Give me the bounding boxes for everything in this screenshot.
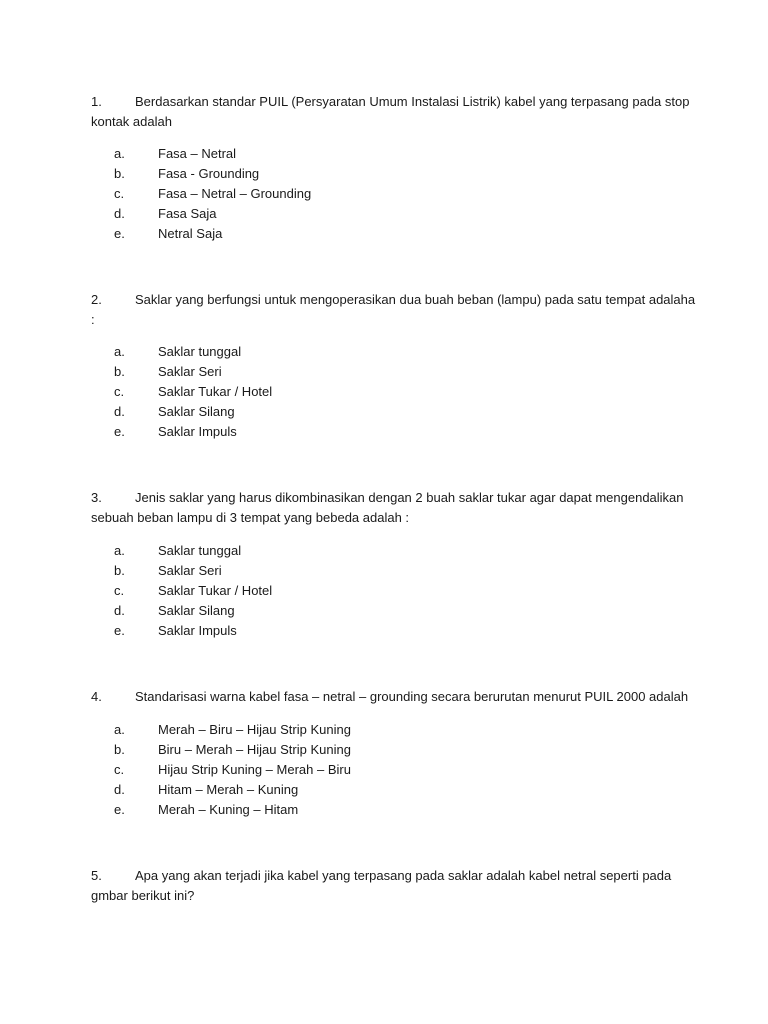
question-4 xyxy=(91,687,691,707)
option-c[interactable]: c. Hijau Strip Kuning – Merah – Biru xyxy=(114,762,351,777)
answer-options-2 xyxy=(114,342,514,442)
option-c[interactable]: c. Saklar Tukar / Hotel xyxy=(114,384,273,399)
question-text: Jenis saklar yang harus dikombinasikan dengan 2 buah saklar tukar agar dapat mengendalikan xyxy=(135,490,684,505)
question-2 xyxy=(91,290,696,330)
question-text-continued: sebuah beban lampu di 3 tempat yang bebeda adalah : xyxy=(91,510,410,525)
option-d[interactable]: d. Hitam – Merah – Kuning xyxy=(114,782,299,797)
option-a[interactable]: a. Saklar tunggal xyxy=(114,543,242,558)
option-e[interactable]: e. Saklar Impuls xyxy=(114,424,237,439)
question-text-continued: kontak adalah xyxy=(91,114,172,129)
option-a[interactable]: a. Fasa – Netral xyxy=(114,146,237,161)
answer-options-4 xyxy=(114,720,514,820)
question-text: Saklar yang berfungsi untuk mengoperasikan dua buah beban (lampu) pada satu tempat adalaha xyxy=(135,292,696,307)
option-d[interactable]: d. Saklar Silang xyxy=(114,603,235,618)
question-number: 3. xyxy=(91,490,102,505)
option-d[interactable]: d. Fasa Saja xyxy=(114,206,217,221)
option-a[interactable]: a. Merah – Biru – Hijau Strip Kuning xyxy=(114,722,351,737)
question-text: Berdasarkan standar PUIL (Persyaratan Umum Instalasi Listrik) kabel yang terpasang pada stop xyxy=(135,94,690,109)
question-text: Standarisasi warna kabel fasa – netral – grounding secara berurutan menurut PUIL 2000 adalah xyxy=(135,689,689,704)
answer-options-3 xyxy=(114,541,514,641)
option-b[interactable]: b. Saklar Seri xyxy=(114,364,222,379)
question-1 xyxy=(91,92,691,132)
question-text: Apa yang akan terjadi jika kabel yang terpasang pada saklar adalah kabel netral seperti pada xyxy=(135,868,672,883)
option-b[interactable]: b. Saklar Seri xyxy=(114,563,222,578)
answer-options-1 xyxy=(114,144,514,244)
question-text-continued: gmbar berikut ini? xyxy=(91,888,195,903)
question-5 xyxy=(91,866,691,906)
option-d[interactable]: d. Saklar Silang xyxy=(114,404,235,419)
option-e[interactable]: e. Saklar Impuls xyxy=(114,623,237,638)
question-number: 5. xyxy=(91,868,102,883)
question-number: 1. xyxy=(91,94,102,109)
question-text-continued: : xyxy=(91,312,95,327)
option-e[interactable]: e. Netral Saja xyxy=(114,226,223,241)
option-a[interactable]: a. Saklar tunggal xyxy=(114,344,242,359)
option-e[interactable]: e. Merah – Kuning – Hitam xyxy=(114,802,299,817)
question-number: 4. xyxy=(91,689,102,704)
option-c[interactable]: c. Saklar Tukar / Hotel xyxy=(114,583,273,598)
option-b[interactable]: b. Fasa - Grounding xyxy=(114,166,260,181)
question-3 xyxy=(91,488,691,528)
option-b[interactable]: b. Biru – Merah – Hijau Strip Kuning xyxy=(114,742,351,757)
option-c[interactable]: c. Fasa – Netral – Grounding xyxy=(114,186,312,201)
question-number: 2. xyxy=(91,292,102,307)
